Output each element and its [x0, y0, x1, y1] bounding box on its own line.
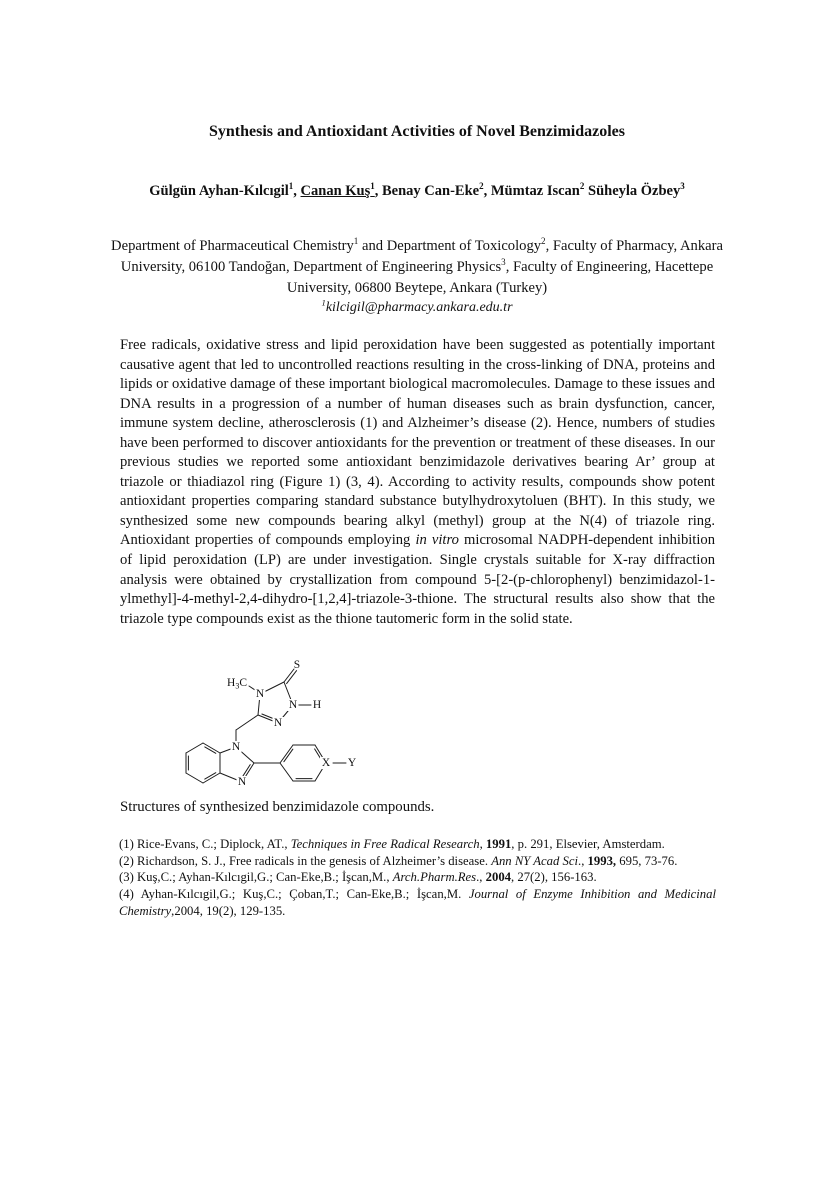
author-name: Mümtaz Iscan [490, 183, 580, 199]
author-name: Süheyla Özbey [588, 183, 681, 199]
journal-title: Journal of Enzyme Inhibition and Medicinal Chemistry [119, 887, 716, 918]
author-superscript: 2 [479, 181, 484, 192]
author-superscript: 2 [579, 181, 585, 192]
reference-item-1: (1) Rice-Evans, C.; Diplock, AT., Techniques in Free Radical Research, 1991, p. 291, Elsevier, Amsterdam. [119, 837, 665, 851]
author-superscript: 1 [370, 181, 375, 192]
figure-caption: Structures of synthesized benzimidazole compounds. [120, 799, 435, 815]
contact-email [0, 297, 834, 316]
affiliation-superscript: 3 [501, 256, 506, 267]
atom-label-x: X [321, 757, 331, 769]
author-superscript: 3 [680, 181, 685, 192]
abstract-paragraph: Free radicals, oxidative stress and lipid peroxidation have been suggested as potentially important causative agent that led to uncontrolled reactions resulting in the cross-linking of DNA, proteins and lipids or oxidative damage of these important biological macromolecules. Damage to these issues and DNA results in a progression of a number of human diseases such as brain dysfunction, cancer, immune system decline, atherosclerosis (1) and Alzheimer’s disease (2). Hence, numbers of studies have been performed to discover antioxidants for the prevention or treatment of these diseases. In our previous studies we reported some antioxidant benzimidazole derivatives bearing Ar’ group at triazole or thiadiazol ring (Figure 1) (3, 4). According to activity results, compounds show potent antioxidant properties comparing standard substance butylhydroxytoluen (BHT). In this study, we synthesized some new compounds bearing alkyl (methyl) group at the N(4) of triazole ring. Antioxidant properties of compounds employing in vitro microsomal NADPH-dependent inhibition of lipid peroxidation (LP) are under investigation. Single crystals suitable for X-ray diffraction analysis were obtained by crystallization from compound 5-[2-(p-chlorophenyl) benzimidazol-1-ylmethyl]-4-methyl-2,4-dihydro-[1,2,4]-triazole-3-thione. The structural results also show that the triazole type compounds exist as the thione tautomeric form in the solid state. [120, 337, 715, 627]
author-name: Gülgün Ayhan-Kılcıgil [149, 183, 289, 199]
publication-year: 1993, [587, 853, 617, 868]
email-superscript: 1 [321, 297, 326, 308]
reference-item-3: (3) Kuş,C.; Ayhan-Kılcıgil,G.; Can-Eke,B.; İşcan,M., Arch.Pharm.Res., 2004, 27(2), 156-163. [119, 870, 597, 885]
atom-label-n2: N [273, 717, 283, 729]
atom-label-methyl: $H_3C$ [227, 677, 247, 691]
affiliation-block: Department of Pharmaceutical Chemistry$^1$ and Department of Toxicology$^2$, Faculty of Pharmacy, Ankara University, 06100 Tandoğan, Department of Engineering Physics$^3$, Faculty of Engineering, Hacettepe University, 06800 Beytepe, Ankara (Turkey) [111, 236, 723, 296]
authors-line: Gülgün Ayhan-Kılcıgil$^1$, Canan Kuş$^1$, Benay Can-Eke$^2$, Mümtaz Iscan$^2$ Süheyla Özbey$^3$ [149, 181, 685, 199]
reference-item-4: (4) Ayhan-Kılcıgil,G.; Kuş,C.; Çoban,T.; Can-Eke,B.; İşcan,M. Journal of Enzyme Inhibition and Medicinal Chemistry,2004, 19(2), 129-135. [119, 887, 716, 918]
email-address: kilcigil@pharmacy.ankara.edu.tr [325, 300, 513, 315]
affiliation-superscript: 2 [541, 236, 546, 247]
author-name: Benay Can-Eke [382, 183, 480, 199]
italic-phrase: in vitro [415, 532, 459, 549]
atom-label-h: H [312, 699, 322, 711]
publication-year: 1991 [485, 837, 512, 851]
affiliation-superscript: 1 [353, 236, 359, 247]
chemical-structure-diagram [166, 652, 416, 802]
references-section [119, 836, 716, 920]
atom-label-benzimidazole-n3: N [237, 776, 247, 788]
journal-title: Ann NY Acad Sci [491, 853, 579, 868]
publication-year: 2004 [485, 870, 511, 885]
journal-title: Techniques in Free Radical Research [290, 837, 480, 851]
atom-label-y: Y [347, 757, 357, 769]
journal-title: Arch.Pharm.Res [392, 870, 477, 885]
author-superscript: 1 [288, 181, 294, 192]
atom-label-n4: N [255, 688, 265, 700]
atom-label-n1: N [288, 699, 298, 711]
atom-label-sulfur: S [293, 659, 301, 671]
chemical-structure-figure [166, 652, 416, 802]
atom-label-benzimidazole-n1: N [231, 741, 241, 753]
author-name-underlined: Canan Kuş$^1$ [300, 181, 375, 199]
page-title: Synthesis and Antioxidant Activities of Novel Benzimidazoles [208, 123, 626, 140]
reference-item-2: (2) Richardson, S. J., Free radicals in the genesis of Alzheimer’s disease. Ann NY Acad Sci., 1993, 695, 73-76. [119, 853, 678, 868]
